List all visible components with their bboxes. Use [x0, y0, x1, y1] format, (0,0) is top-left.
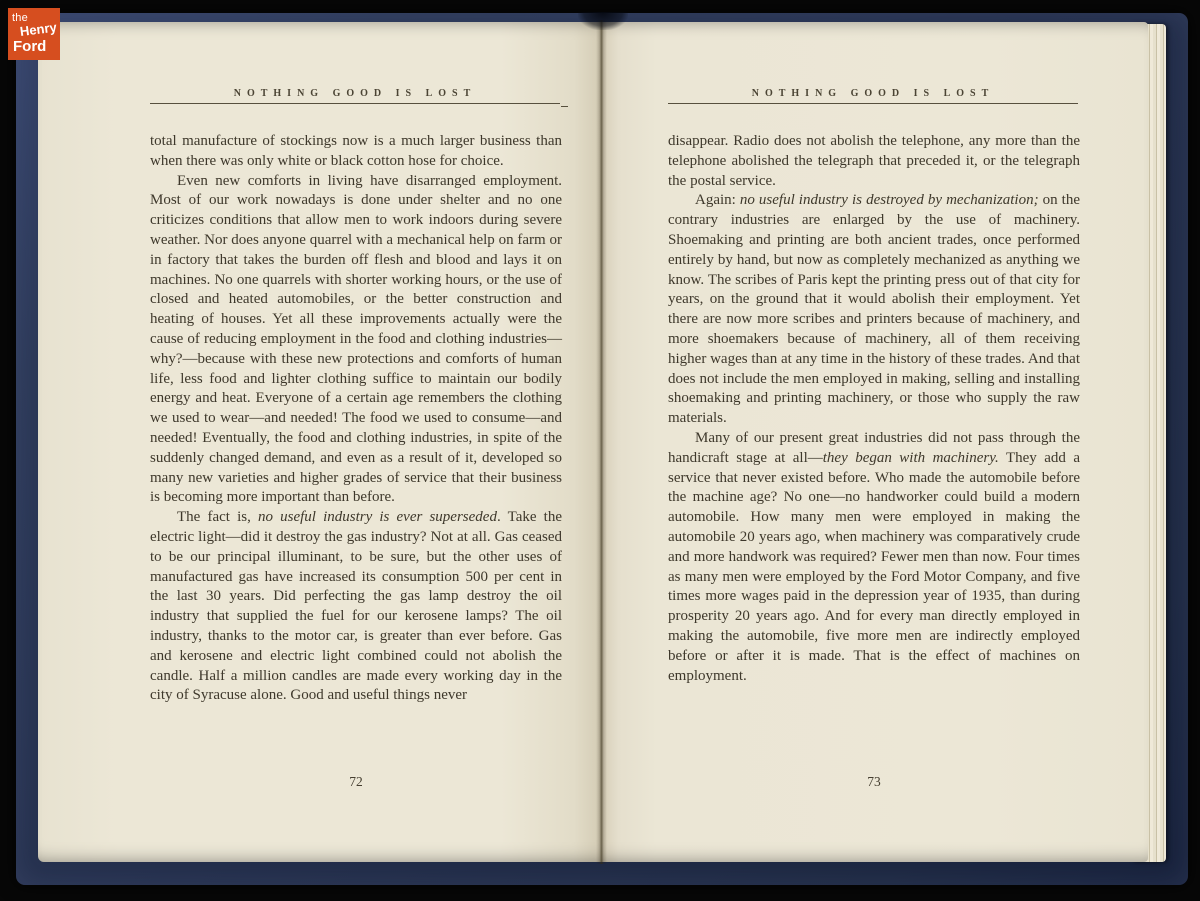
right-page-number: 73: [867, 774, 881, 789]
right-running-head: [602, 88, 1148, 104]
book-gutter: [596, 20, 607, 864]
paragraph: The fact is, no useful industry is ever superseded. Take the electric light—did it destroy the gas industry? Not at all. Gas ceased to be our principal illuminant, to be sure, but the other uses of manufactured gas have increased its consumption 500 per cent in the last 30 years. Did perfecting the gas lamp destroy the oil industry that supplied the fuel for our kerosene lamps? The oil industry, thanks to the motor car, is greater than ever before. Gas and kerosene and electric light combined could not abolish the candle. Half a million candles are made every working day in the city of Syracuse alone. Good and useful things never: [150, 509, 562, 704]
henry-ford-logo: [8, 8, 60, 60]
left-page: [38, 22, 602, 862]
logo-text-henry: Henry: [19, 19, 58, 39]
left-page-number: 72: [349, 774, 363, 789]
paragraph: total manufacture of stockings now is a much larger business than when there was only white or black cotton hose for choice.: [150, 133, 562, 169]
right-page: [602, 22, 1148, 862]
paragraph: Even new comforts in living have disarranged employment. Most of our work nowadays is done under shelter and no one criticizes conditions that allow men to work indoors during severe weather. Nor does anyone quarrel with a mechanical help on farm or in factory that takes the burden off flesh and blood and lays it on machines. No one quarrels with shorter working hours, or the use of closed and heated automobiles, or the better construction and heating of houses. Yet all these improvements actually were the cause of reducing employment in the food and clothing industries—why?—because with these new protections and comforts of human life, less food and lighter clothing suffice to maintain our bodily energy and heat. Everyone of a certain age remembers the clothing we used to wear—and needed! The food we used to consume—and needed! Eventually, the food and clothing industries, in spite of the suddenly changed demand, and even as a result of it, developed so many new varieties and higher grades of service that their business is becoming more important than before.: [150, 172, 562, 506]
logo-text-ford: Ford: [13, 38, 47, 55]
left-page-body: [150, 132, 562, 706]
left-header-rule: [150, 103, 560, 104]
right-header-rule: [668, 103, 1078, 104]
spine-shadow: [578, 12, 628, 30]
left-header-title: NOTHING GOOD IS LOST: [233, 88, 477, 99]
paragraph: Again: no useful industry is destroyed by mechanization; on the contrary industries are enlarged by the use of machinery. Shoemaking and printing are both ancient trades, once performed entirely by hand, but now as completely mechanized as anything we know. The scribes of Paris kept the printing press out of that city for years, on the ground that it would abolish their employment. Yet there are now more scribes and printers because of machinery, and more shoemakers because of machinery, all of them receiving higher wages than at any time in the history of these trades. And that does not include the men employed in making, selling and installing shoemaking and printing machinery, or those who supply the raw materials.: [668, 192, 1081, 427]
paragraph: Many of our present great industries did not pass through the handicraft stage at all—they began with machinery. They add a service that never existed before. Who made the automobile before the machine age? No one—no handworker could build a modern automobile. How many men were employed in making the automobile 20 years ago, when machinery was comparatively crude and more handwork was required? Fewer men than now. Four times as many men were employed by the Ford Motor Company, and five times more wages paid in the depression year of 1935, than during prosperity 20 years ago. And for every man directly employed in making the automobile, five more men are indirectly employed before or after it is made. That is the effect of machines on employment.: [668, 429, 1081, 684]
left-running-head: [38, 88, 602, 104]
paragraph: disappear. Radio does not abolish the telephone, any more than the telephone abolished the telegraph that preceded it, or the telegraph the postal service.: [668, 133, 1080, 189]
logo-text-the: the: [12, 12, 28, 24]
right-page-body: [668, 132, 1080, 686]
header-rule-dash: [561, 106, 568, 107]
right-header-title: NOTHING GOOD IS LOST: [751, 88, 995, 99]
